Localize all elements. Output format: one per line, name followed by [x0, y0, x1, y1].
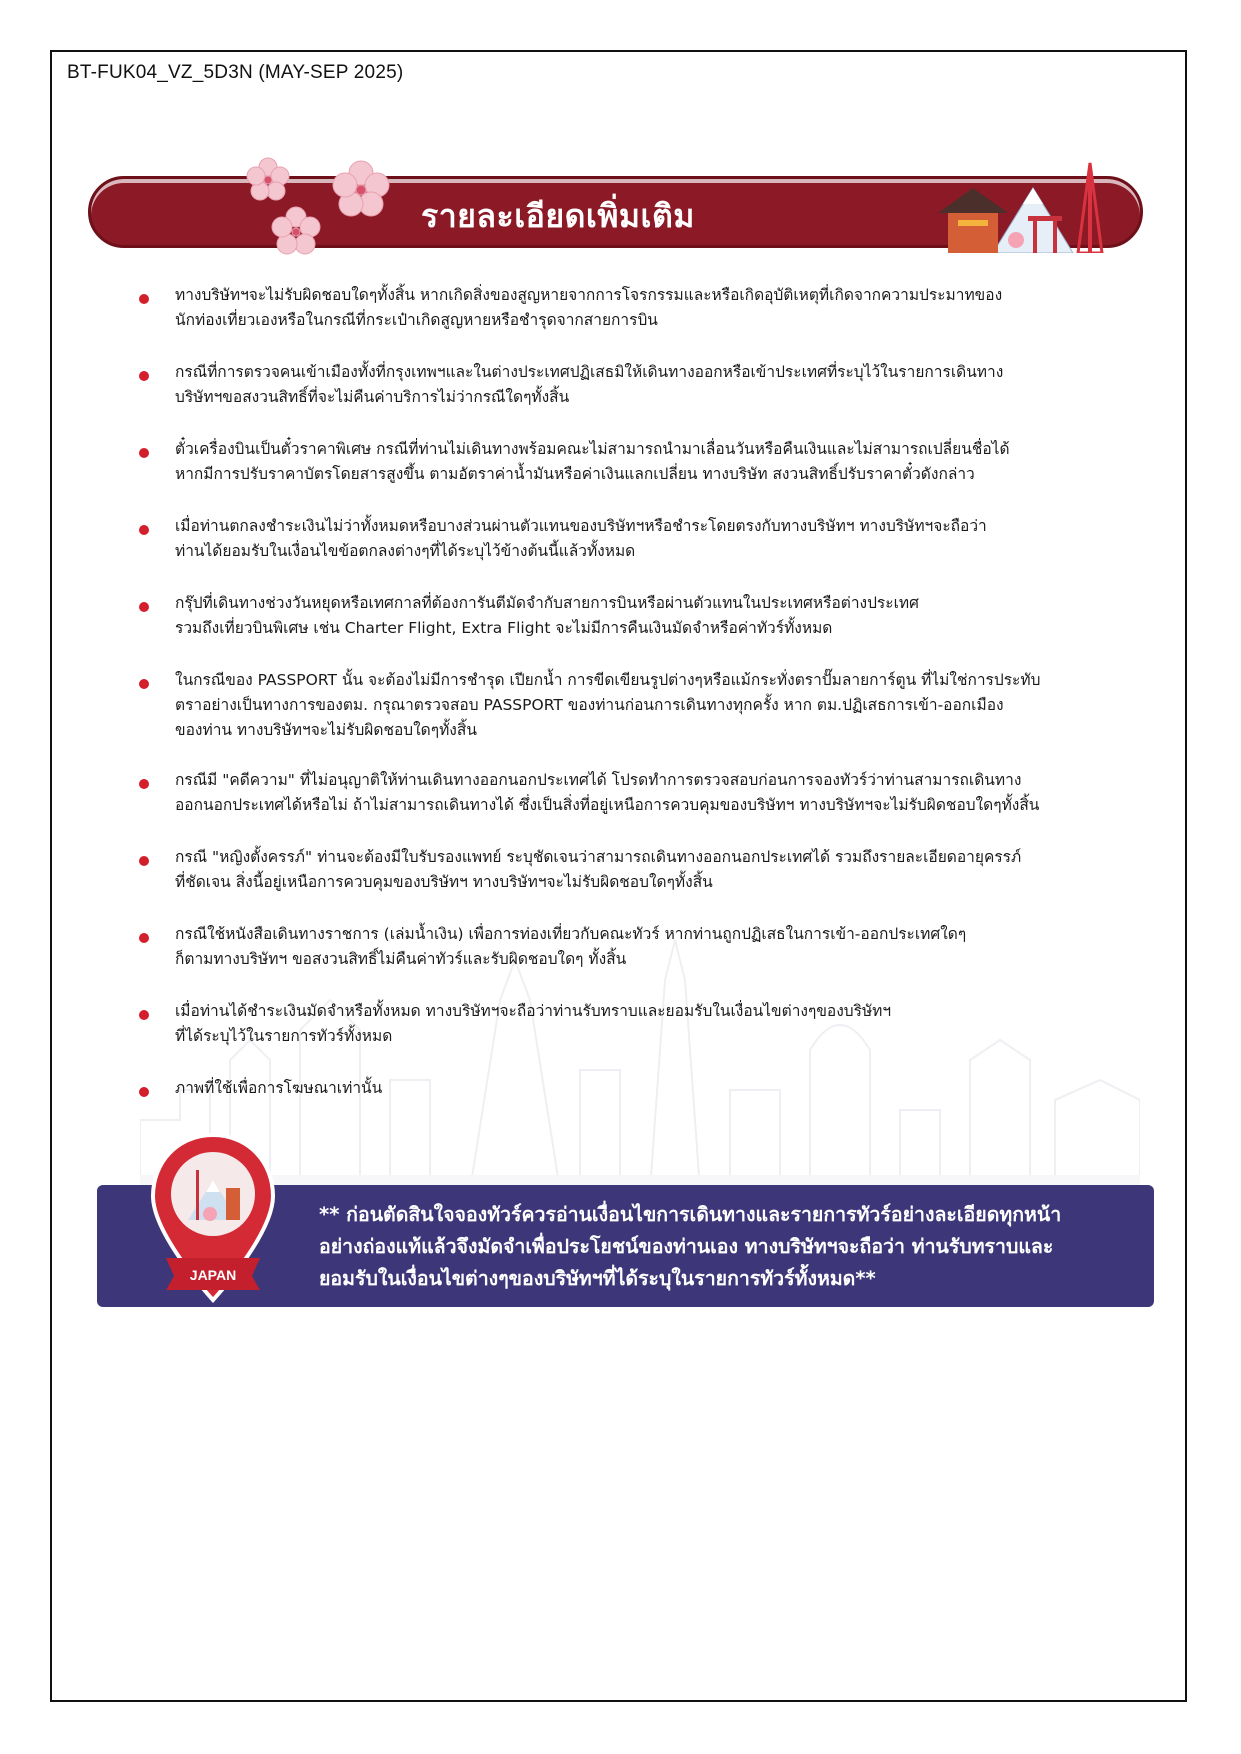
list-item: [135, 437, 1095, 514]
term-line: เมื่อท่านได้ชำระเงินมัดจำหรือทั้งหมด ทางบริษัทฯจะถือว่าท่านรับทราบและยอมรับในเงื่อนไขต่างๆของบริษัทฯ: [175, 1002, 892, 1020]
term-line: นักท่องเที่ยวเองหรือในกรณีที่กระเป๋าเกิดสูญหายหรือชำรุดจากสายการบิน: [175, 311, 658, 329]
term-line: บริษัทฯขอสงวนสิทธิ์ที่จะไม่คืนค่าบริการไม่ว่ากรณีใดๆทั้งสิ้น: [175, 388, 570, 406]
term-line: ตั๋วเครื่องบินเป็นตั๋วราคาพิเศษ กรณีที่ท่านไม่เดินทางพร้อมคณะไม่สามารถนำมาเลื่อนวันหรือคืนเงินและไม่สามารถเปลี่ยนชื่อได้: [175, 440, 1010, 458]
bullet-icon: [139, 679, 149, 689]
bullet-icon: [139, 933, 149, 943]
sakura-flowers-icon: [236, 150, 396, 260]
list-item: [135, 768, 1095, 845]
term-line: ในกรณีของ PASSPORT นั้น จะต้องไม่มีการชำรุด เปียกน้ำ การขีดเขียนรูปต่างๆหรือแม้กระทั่งตราปั๊มลายการ์ตูน ที่ไม่ใช่การประทับ: [175, 671, 1041, 689]
bullet-icon: [139, 1087, 149, 1097]
term-line: กรณีที่การตรวจคนเข้าเมืองทั้งที่กรุงเทพฯและในต่างประเทศปฏิเสธมิให้เดินทางออกหรือเข้าประเทศที่ระบุไว้ในรายการเดินทาง: [175, 363, 1004, 381]
term-line: ภาพที่ใช้เพื่อการโฆษณาเท่านั้น: [175, 1079, 383, 1097]
list-item: [135, 514, 1095, 591]
page-title: รายละเอียดเพิ่มเติม: [421, 197, 695, 235]
term-line: ที่ชัดเจน สิ่งนี้อยู่เหนือการควบคุมของบริษัทฯ ทางบริษัทฯจะไม่รับผิดชอบใดๆทั้งสิ้น: [175, 873, 713, 891]
japan-location-pin-icon: [148, 1130, 278, 1305]
list-item: [135, 360, 1095, 437]
list-item: [135, 591, 1095, 668]
term-line: ก็ตามทางบริษัทฯ ขอสงวนสิทธิ์ไม่คืนค่าทัวร์และรับผิดชอบใดๆ ทั้งสิ้น: [175, 950, 627, 968]
list-item: [135, 668, 1095, 768]
japan-landmarks-icon: [938, 158, 1113, 253]
bullet-icon: [139, 779, 149, 789]
term-line: กรณี "หญิงตั้งครรภ์" ท่านจะต้องมีใบรับรองแพทย์ ระบุชัดเจนว่าสามารถเดินทางออกนอกประเทศได้ รวมถึงรายละเอียดอายุครรภ์: [175, 848, 1022, 866]
notice-text: [319, 1199, 1129, 1295]
notice-line: ยอมรับในเงื่อนไขต่างๆของบริษัทฯที่ได้ระบุในรายการทัวร์ทั้งหมด**: [319, 1267, 876, 1290]
bullet-icon: [139, 525, 149, 535]
term-line: กรณีมี "คดีความ" ที่ไม่อนุญาติให้ท่านเดินทางออกนอกประเทศได้ โปรดทำการตรวจสอบก่อนการจองทัวร์ว่าท่านสามารถเดินทาง: [175, 771, 1022, 789]
term-line: ที่ได้ระบุไว้ในรายการทัวร์ทั้งหมด: [175, 1027, 393, 1045]
term-line: ทางบริษัทฯจะไม่รับผิดชอบใดๆทั้งสิ้น หากเกิดสิ่งของสูญหายจากการโจรกรรมและหรือเกิดอุบัติเหตุที่เกิดจากความประมาทของ: [175, 286, 1003, 304]
term-line: ออกนอกประเทศได้หรือไม่ ถ้าไม่สามารถเดินทางได้ ซึ่งเป็นสิ่งที่อยู่เหนือการควบคุมของบริษัทฯ ทางบริษัทฯจะไม่รับผิดชอบใดๆทั้งสิ้น: [175, 796, 1040, 814]
list-item: [135, 922, 1095, 999]
bullet-icon: [139, 1010, 149, 1020]
term-line: ตราอย่างเป็นทางการของตม. กรุณาตรวจสอบ PASSPORT ของท่านก่อนการเดินทางทุกครั้ง หาก ตม.ปฏิเสธการเข้า-ออกเมือง: [175, 696, 1004, 714]
bullet-icon: [139, 294, 149, 304]
term-line: ท่านได้ยอมรับในเงื่อนไขข้อตกลงต่างๆที่ได้ระบุไว้ข้างต้นนี้แล้วทั้งหมด: [175, 542, 636, 560]
bullet-icon: [139, 856, 149, 866]
term-line: เมื่อท่านตกลงชำระเงินไม่ว่าทั้งหมดหรือบางส่วนผ่านตัวแทนของบริษัทฯหรือชำระโดยตรงกับทางบริษัทฯ ทางบริษัทฯจะถือว่า: [175, 517, 987, 535]
list-item: [135, 1076, 1095, 1116]
term-line: หากมีการปรับราคาบัตรโดยสารสูงขึ้น ตามอัตราค่าน้ำมันหรือค่าเงินแลกเปลี่ยน ทางบริษัท สงวนสิทธิ์ปรับราคาตั๋วดังกล่าว: [175, 465, 975, 483]
term-line: ของท่าน ทางบริษัทฯจะไม่รับผิดชอบใดๆทั้งสิ้น: [175, 721, 477, 739]
term-line: กรณีใช้หนังสือเดินทางราชการ (เล่มน้ำเงิน) เพื่อการท่องเที่ยวกับคณะทัวร์ หากท่านถูกปฏิเสธในการเข้า-ออกประเทศใดๆ: [175, 925, 967, 943]
notice-line: ** ก่อนตัดสินใจจองทัวร์ควรอ่านเงื่อนไขการเดินทางและรายการทัวร์อย่างละเอียดทุกหน้า: [319, 1203, 1062, 1226]
terms-list: [135, 283, 1095, 1116]
document-code: BT-FUK04_VZ_5D3N (MAY-SEP 2025): [67, 62, 404, 83]
bullet-icon: [139, 602, 149, 612]
bullet-icon: [139, 371, 149, 381]
bullet-icon: [139, 448, 149, 458]
notice-line: อย่างถ่องแท้แล้วจึงมัดจำเพื่อประโยชน์ของท่านเอง ทางบริษัทฯจะถือว่า ท่านรับทราบและ: [319, 1235, 1054, 1258]
badge-label: JAPAN: [189, 1267, 237, 1283]
term-line: รวมถึงเที่ยวบินพิเศษ เช่น Charter Flight, Extra Flight จะไม่มีการคืนเงินมัดจำหรือค่าทัวร์ทั้งหมด: [175, 619, 833, 637]
list-item: [135, 283, 1095, 360]
list-item: [135, 999, 1095, 1076]
term-line: กรุ๊ปที่เดินทางช่วงวันหยุดหรือเทศกาลที่ต้องการันตีมัดจำกับสายการบินหรือผ่านตัวแทนในประเทศหรือต่างประเทศ: [175, 594, 919, 612]
list-item: [135, 845, 1095, 922]
